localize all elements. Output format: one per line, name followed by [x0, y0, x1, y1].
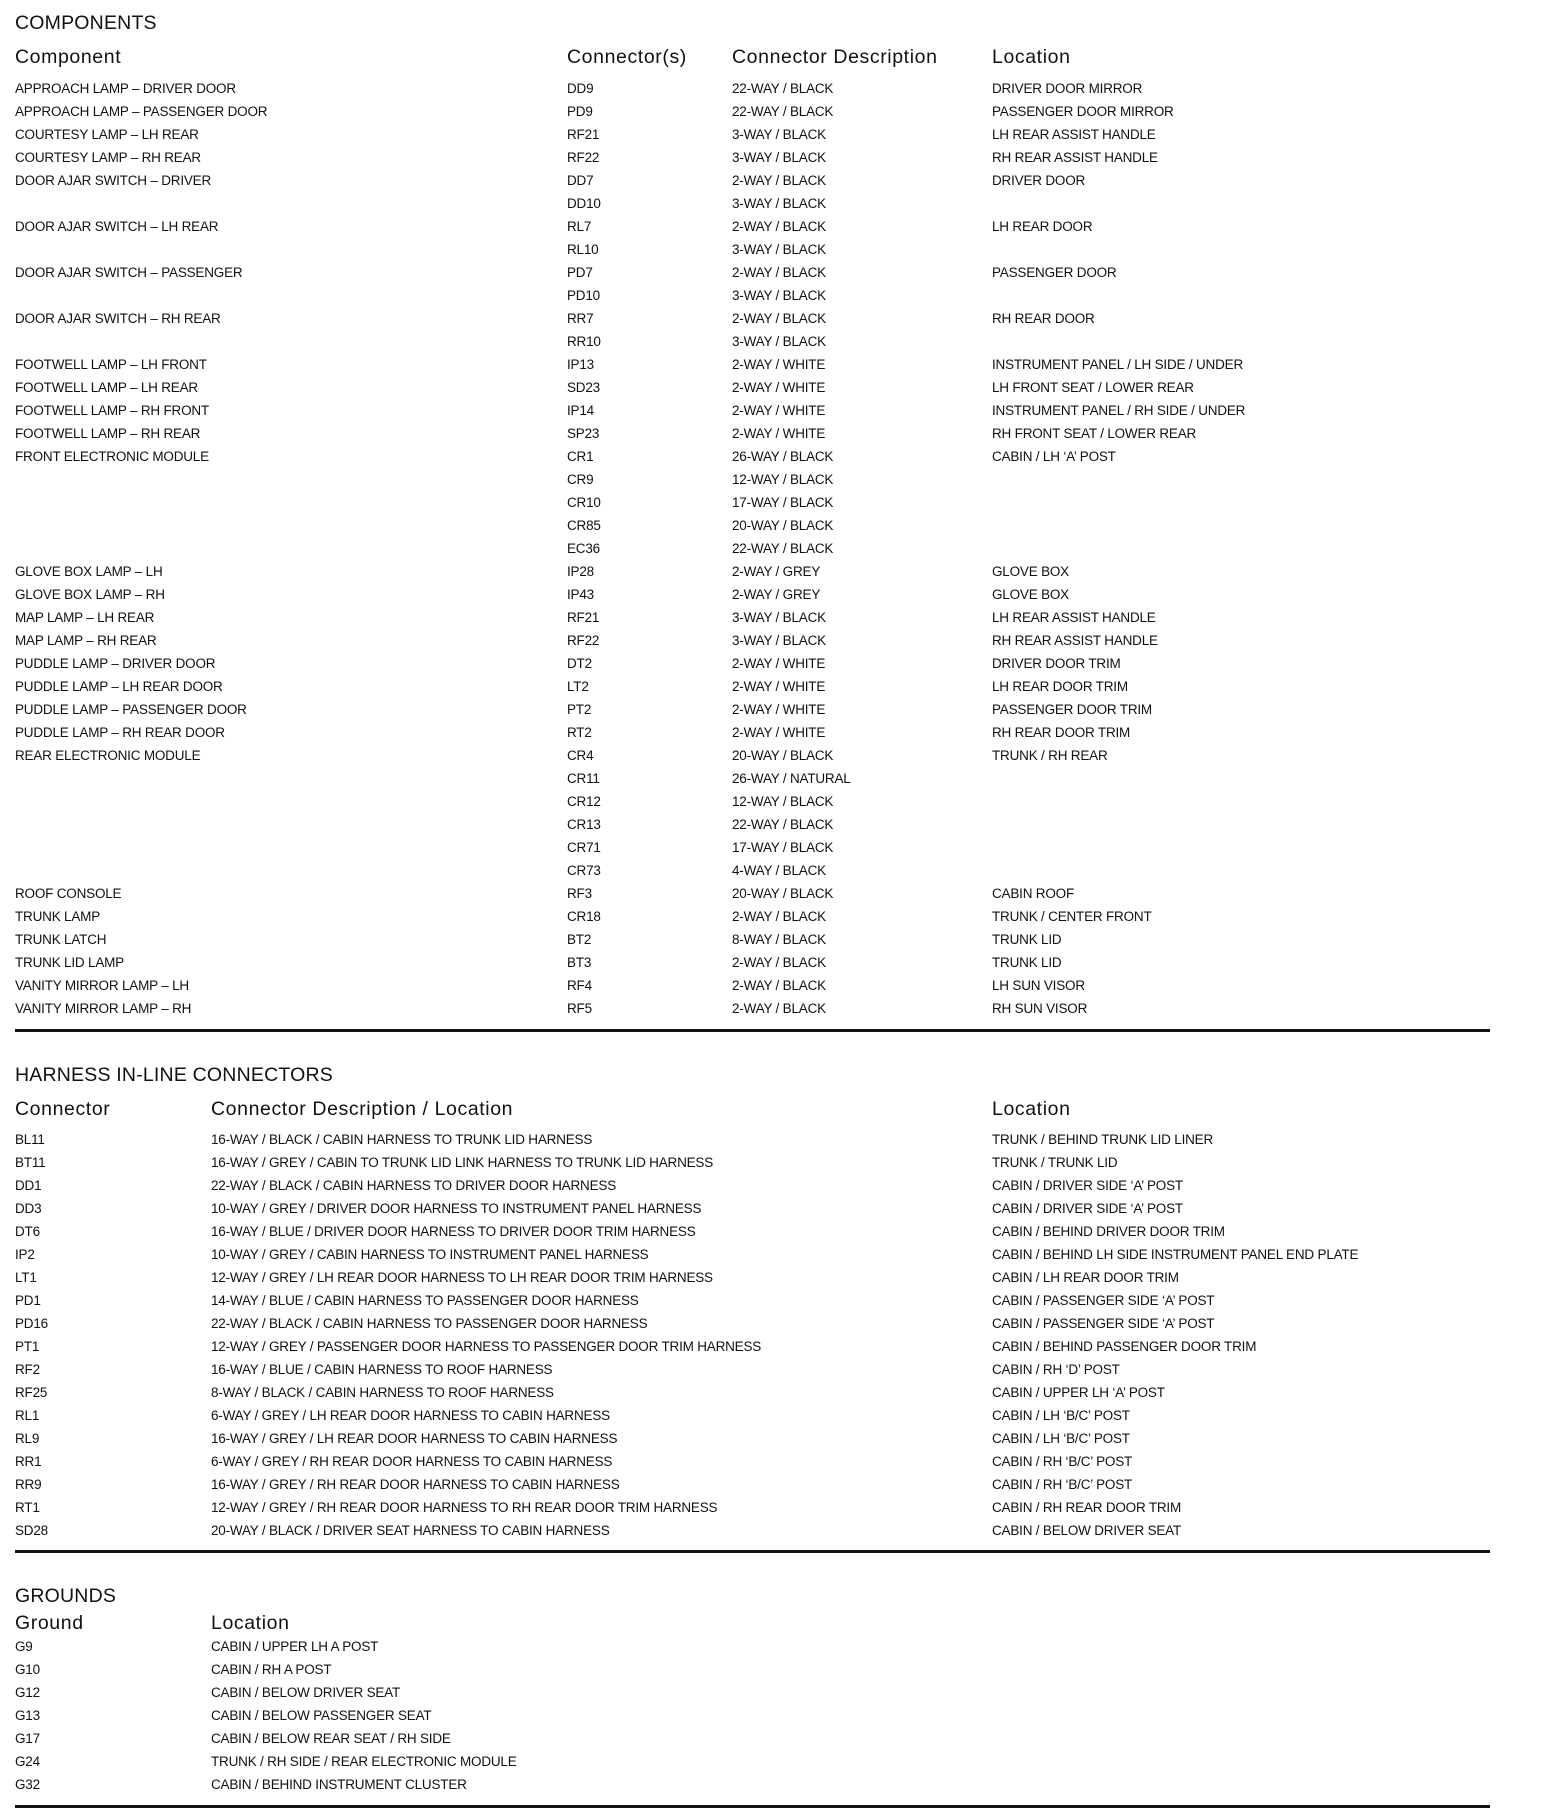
connector-cell: CR9: [567, 472, 594, 487]
table-row: [15, 123, 1490, 146]
header-connector: Connector: [15, 1098, 111, 1120]
table-row: [15, 1289, 1490, 1312]
component-cell: MAP LAMP – LH REAR: [15, 610, 155, 625]
components-section: [15, 8, 1490, 1034]
component-cell: APPROACH LAMP – DRIVER DOOR: [15, 81, 236, 96]
table-row: [15, 1427, 1490, 1450]
table-row: [15, 307, 1490, 330]
component-cell: GLOVE BOX LAMP – RH: [15, 587, 165, 602]
location-cell: RH FRONT SEAT / LOWER REAR: [992, 426, 1197, 441]
table-row: [15, 238, 1490, 261]
connector-description-cell: 2-WAY / WHITE: [732, 656, 826, 671]
connector-cell: RF21: [567, 127, 600, 142]
location-cell: CABIN / LH ‘A’ POST: [992, 449, 1116, 464]
table-row: [15, 675, 1490, 698]
grounds-section: [15, 1583, 1490, 1813]
connector-cell: BL11: [15, 1132, 45, 1147]
connector-description-cell: 12-WAY / GREY / PASSENGER DOOR HARNESS TO PASSENGER DOOR TRIM HARNESS: [211, 1339, 762, 1354]
connector-description-cell: 6-WAY / GREY / RH REAR DOOR HARNESS TO CABIN HARNESS: [211, 1454, 613, 1469]
component-cell: APPROACH LAMP – PASSENGER DOOR: [15, 104, 268, 119]
connector-description-cell: 2-WAY / BLACK: [732, 955, 826, 970]
table-row: [15, 1496, 1490, 1519]
connector-cell: DD1: [15, 1178, 42, 1193]
connector-description-cell: 17-WAY / BLACK: [732, 495, 834, 510]
connector-cell: PD1: [15, 1293, 41, 1308]
header-ground: Ground: [15, 1612, 84, 1634]
component-cell: DOOR AJAR SWITCH – LH REAR: [15, 219, 219, 234]
table-row: [15, 1635, 1490, 1658]
connector-cell: RF5: [567, 1001, 592, 1016]
connector-cell: RR10: [567, 334, 601, 349]
component-cell: TRUNK LAMP: [15, 909, 101, 924]
table-row: [15, 537, 1490, 560]
component-cell: VANITY MIRROR LAMP – RH: [15, 1001, 192, 1016]
connector-description-cell: 2-WAY / BLACK: [732, 311, 826, 326]
location-cell: PASSENGER DOOR MIRROR: [992, 104, 1174, 119]
ground-cell: G24: [15, 1754, 40, 1769]
location-cell: CABIN / LH ‘B/C’ POST: [992, 1408, 1130, 1423]
table-row: [15, 399, 1490, 422]
component-cell: PUDDLE LAMP – LH REAR DOOR: [15, 679, 223, 694]
connector-cell: IP13: [567, 357, 594, 372]
table-row: [15, 1658, 1490, 1681]
table-row: [15, 330, 1490, 353]
table-row: [15, 629, 1490, 652]
table-row: [15, 376, 1490, 399]
connector-description-cell: 2-WAY / BLACK: [732, 1001, 826, 1016]
components-table: [15, 77, 1490, 1020]
location-cell: CABIN / UPPER LH ‘A’ POST: [992, 1385, 1165, 1400]
connector-description-cell: 22-WAY / BLACK: [732, 104, 834, 119]
location-cell: DRIVER DOOR: [992, 173, 1086, 188]
location-cell: CABIN / BELOW DRIVER SEAT: [211, 1685, 401, 1700]
connector-description-cell: 20-WAY / BLACK / DRIVER SEAT HARNESS TO CABIN HARNESS: [211, 1523, 610, 1538]
connector-cell: LT2: [567, 679, 589, 694]
component-cell: DOOR AJAR SWITCH – DRIVER: [15, 173, 212, 188]
harness-table: [15, 1128, 1490, 1542]
connector-cell: RF25: [15, 1385, 48, 1400]
ground-cell: G13: [15, 1708, 40, 1723]
location-cell: CABIN / RH ‘B/C’ POST: [992, 1477, 1133, 1492]
location-cell: TRUNK / TRUNK LID: [992, 1155, 1118, 1170]
table-row: [15, 905, 1490, 928]
location-cell: CABIN / BEHIND LH SIDE INSTRUMENT PANEL END PLATE: [992, 1247, 1359, 1262]
table-row: [15, 353, 1490, 376]
connector-description-cell: 3-WAY / BLACK: [732, 334, 826, 349]
header-connector-description: Connector Description: [732, 46, 938, 68]
connector-description-cell: 20-WAY / BLACK: [732, 748, 834, 763]
location-cell: RH REAR ASSIST HANDLE: [992, 633, 1158, 648]
table-row: [15, 1312, 1490, 1335]
table-row: [15, 1704, 1490, 1727]
table-row: [15, 1727, 1490, 1750]
connector-cell: EC36: [567, 541, 600, 556]
table-row: [15, 1404, 1490, 1427]
location-cell: TRUNK LID: [992, 932, 1062, 947]
connector-cell: RF3: [567, 886, 592, 901]
table-row: [15, 652, 1490, 675]
component-cell: TRUNK LATCH: [15, 932, 107, 947]
connector-cell: PD10: [567, 288, 600, 303]
section-divider: [15, 1029, 1490, 1032]
table-row: [15, 1243, 1490, 1266]
component-cell: FOOTWELL LAMP – LH REAR: [15, 380, 198, 395]
connector-cell: RL9: [15, 1431, 40, 1446]
connector-description-cell: 22-WAY / BLACK: [732, 81, 834, 96]
grounds-title: GROUNDS: [15, 1585, 117, 1607]
table-row: [15, 606, 1490, 629]
components-title: COMPONENTS: [15, 12, 157, 34]
location-cell: INSTRUMENT PANEL / LH SIDE / UNDER: [992, 357, 1243, 372]
table-row: [15, 1128, 1490, 1151]
connector-cell: LT1: [15, 1270, 37, 1285]
component-cell: MAP LAMP – RH REAR: [15, 633, 157, 648]
connector-description-cell: 2-WAY / BLACK: [732, 978, 826, 993]
connector-description-cell: 10-WAY / GREY / CABIN HARNESS TO INSTRUMENT PANEL HARNESS: [211, 1247, 649, 1262]
connector-description-cell: 2-WAY / BLACK: [732, 265, 826, 280]
component-cell: DOOR AJAR SWITCH – PASSENGER: [15, 265, 243, 280]
connector-description-cell: 16-WAY / GREY / CABIN TO TRUNK LID LINK HARNESS TO TRUNK LID HARNESS: [211, 1155, 714, 1170]
connector-description-cell: 3-WAY / BLACK: [732, 633, 826, 648]
section-divider: [15, 1805, 1490, 1808]
table-row: [15, 767, 1490, 790]
location-cell: LH REAR DOOR TRIM: [992, 679, 1128, 694]
table-row: [15, 77, 1490, 100]
connector-description-cell: 3-WAY / BLACK: [732, 196, 826, 211]
table-row: [15, 169, 1490, 192]
connector-cell: RF21: [567, 610, 600, 625]
connector-description-cell: 16-WAY / GREY / LH REAR DOOR HARNESS TO CABIN HARNESS: [211, 1431, 618, 1446]
table-row: [15, 583, 1490, 606]
harness-section: [15, 1062, 1490, 1562]
connector-description-cell: 22-WAY / BLACK / CABIN HARNESS TO DRIVER DOOR HARNESS: [211, 1178, 616, 1193]
location-cell: CABIN / PASSENGER SIDE ‘A’ POST: [992, 1316, 1215, 1331]
connector-description-cell: 10-WAY / GREY / DRIVER DOOR HARNESS TO INSTRUMENT PANEL HARNESS: [211, 1201, 702, 1216]
connector-cell: RT2: [567, 725, 592, 740]
table-row: [15, 1681, 1490, 1704]
location-cell: GLOVE BOX: [992, 587, 1069, 602]
connector-description-cell: 16-WAY / BLUE / CABIN HARNESS TO ROOF HARNESS: [211, 1362, 553, 1377]
location-cell: DRIVER DOOR TRIM: [992, 656, 1121, 671]
location-cell: CABIN / BELOW DRIVER SEAT: [992, 1523, 1182, 1538]
table-row: [15, 1358, 1490, 1381]
connector-cell: CR71: [567, 840, 601, 855]
connector-cell: CR13: [567, 817, 601, 832]
table-row: [15, 974, 1490, 997]
component-cell: VANITY MIRROR LAMP – LH: [15, 978, 189, 993]
connector-description-cell: 12-WAY / GREY / LH REAR DOOR HARNESS TO LH REAR DOOR TRIM HARNESS: [211, 1270, 713, 1285]
location-cell: TRUNK / CENTER FRONT: [992, 909, 1152, 924]
connector-cell: BT11: [15, 1155, 46, 1170]
connector-description-cell: 3-WAY / BLACK: [732, 242, 826, 257]
component-cell: DOOR AJAR SWITCH – RH REAR: [15, 311, 221, 326]
location-cell: CABIN / BEHIND INSTRUMENT CLUSTER: [211, 1777, 467, 1792]
location-cell: RH SUN VISOR: [992, 1001, 1088, 1016]
header-location: Location: [992, 1098, 1071, 1120]
table-row: [15, 1174, 1490, 1197]
location-cell: LH REAR DOOR: [992, 219, 1093, 234]
connector-description-cell: 2-WAY / BLACK: [732, 219, 826, 234]
connector-cell: RR9: [15, 1477, 42, 1492]
location-cell: TRUNK / RH SIDE / REAR ELECTRONIC MODULE: [211, 1754, 517, 1769]
location-cell: CABIN / RH ‘B/C’ POST: [992, 1454, 1133, 1469]
table-row: [15, 422, 1490, 445]
connector-description-cell: 3-WAY / BLACK: [732, 610, 826, 625]
connector-description-cell: 16-WAY / BLACK / CABIN HARNESS TO TRUNK LID HARNESS: [211, 1132, 593, 1147]
component-cell: ROOF CONSOLE: [15, 886, 122, 901]
table-row: [15, 698, 1490, 721]
component-cell: REAR ELECTRONIC MODULE: [15, 748, 201, 763]
location-cell: LH REAR ASSIST HANDLE: [992, 610, 1156, 625]
connector-description-cell: 4-WAY / BLACK: [732, 863, 826, 878]
component-cell: GLOVE BOX LAMP – LH: [15, 564, 163, 579]
location-cell: CABIN / BELOW REAR SEAT / RH SIDE: [211, 1731, 451, 1746]
connector-description-cell: 2-WAY / WHITE: [732, 679, 826, 694]
component-cell: FOOTWELL LAMP – RH REAR: [15, 426, 201, 441]
table-row: [15, 1335, 1490, 1358]
connector-cell: BT2: [567, 932, 592, 947]
table-row: [15, 1773, 1490, 1796]
connector-description-cell: 2-WAY / GREY: [732, 587, 821, 602]
connector-description-cell: 14-WAY / BLUE / CABIN HARNESS TO PASSENGER DOOR HARNESS: [211, 1293, 639, 1308]
connector-cell: CR4: [567, 748, 594, 763]
connector-cell: DD7: [567, 173, 594, 188]
connector-description-cell: 2-WAY / WHITE: [732, 357, 826, 372]
table-row: [15, 744, 1490, 767]
ground-cell: G12: [15, 1685, 40, 1700]
component-cell: FOOTWELL LAMP – LH FRONT: [15, 357, 207, 372]
table-row: [15, 1450, 1490, 1473]
component-cell: PUDDLE LAMP – DRIVER DOOR: [15, 656, 216, 671]
component-cell: COURTESY LAMP – RH REAR: [15, 150, 201, 165]
location-cell: RH REAR DOOR TRIM: [992, 725, 1131, 740]
location-cell: CABIN / RH REAR DOOR TRIM: [992, 1500, 1182, 1515]
header-component: Component: [15, 46, 122, 68]
table-row: [15, 790, 1490, 813]
component-cell: PUDDLE LAMP – RH REAR DOOR: [15, 725, 225, 740]
connector-description-cell: 2-WAY / BLACK: [732, 909, 826, 924]
connector-cell: PT1: [15, 1339, 40, 1354]
table-row: [15, 1381, 1490, 1404]
table-row: [15, 859, 1490, 882]
connector-description-cell: 12-WAY / BLACK: [732, 794, 834, 809]
connector-cell: DD9: [567, 81, 594, 96]
connector-cell: DD3: [15, 1201, 42, 1216]
ground-cell: G17: [15, 1731, 40, 1746]
connector-cell: RR7: [567, 311, 594, 326]
connector-cell: RF22: [567, 633, 600, 648]
section-divider: [15, 1550, 1490, 1553]
table-row: [15, 146, 1490, 169]
connector-description-cell: 22-WAY / BLACK / CABIN HARNESS TO PASSENGER DOOR HARNESS: [211, 1316, 648, 1331]
connector-cell: PD16: [15, 1316, 48, 1331]
connector-cell: RL10: [567, 242, 599, 257]
location-cell: CABIN / LH ‘B/C’ POST: [992, 1431, 1130, 1446]
connector-description-cell: 2-WAY / GREY: [732, 564, 821, 579]
location-cell: LH FRONT SEAT / LOWER REAR: [992, 380, 1194, 395]
connector-description-cell: 26-WAY / NATURAL: [732, 771, 851, 786]
table-row: [15, 468, 1490, 491]
connector-description-cell: 2-WAY / WHITE: [732, 702, 826, 717]
connector-description-cell: 2-WAY / WHITE: [732, 380, 826, 395]
location-cell: CABIN ROOF: [992, 886, 1075, 901]
header-connector-description-location: Connector Description / Location: [211, 1098, 514, 1120]
table-row: [15, 997, 1490, 1020]
table-row: [15, 215, 1490, 238]
connector-cell: RF2: [15, 1362, 40, 1377]
component-cell: COURTESY LAMP – LH REAR: [15, 127, 199, 142]
header-connectors: Connector(s): [567, 46, 687, 68]
location-cell: INSTRUMENT PANEL / RH SIDE / UNDER: [992, 403, 1246, 418]
connector-description-cell: 8-WAY / BLACK / CABIN HARNESS TO ROOF HARNESS: [211, 1385, 554, 1400]
table-row: [15, 1197, 1490, 1220]
table-row: [15, 1750, 1490, 1773]
component-cell: FOOTWELL LAMP – RH FRONT: [15, 403, 209, 418]
connector-description-cell: 8-WAY / BLACK: [732, 932, 826, 947]
connector-cell: RF4: [567, 978, 592, 993]
connector-cell: IP14: [567, 403, 594, 418]
table-row: [15, 882, 1490, 905]
connector-cell: CR18: [567, 909, 601, 924]
connector-cell: CR12: [567, 794, 601, 809]
component-cell: FRONT ELECTRONIC MODULE: [15, 449, 209, 464]
connector-description-cell: 2-WAY / WHITE: [732, 426, 826, 441]
connector-description-cell: 2-WAY / WHITE: [732, 403, 826, 418]
header-location: Location: [992, 46, 1071, 68]
connector-description-cell: 2-WAY / WHITE: [732, 725, 826, 740]
location-cell: TRUNK LID: [992, 955, 1062, 970]
connector-cell: PD9: [567, 104, 593, 119]
connector-description-cell: 16-WAY / BLUE / DRIVER DOOR HARNESS TO DRIVER DOOR TRIM HARNESS: [211, 1224, 696, 1239]
location-cell: LH SUN VISOR: [992, 978, 1085, 993]
connector-cell: CR10: [567, 495, 601, 510]
connector-description-cell: 20-WAY / BLACK: [732, 518, 834, 533]
ground-cell: G9: [15, 1639, 33, 1654]
connector-cell: PD7: [567, 265, 593, 280]
location-cell: PASSENGER DOOR: [992, 265, 1117, 280]
table-row: [15, 284, 1490, 307]
table-row: [15, 192, 1490, 215]
table-row: [15, 445, 1490, 468]
connector-cell: CR85: [567, 518, 601, 533]
connector-cell: DT6: [15, 1224, 40, 1239]
component-cell: PUDDLE LAMP – PASSENGER DOOR: [15, 702, 247, 717]
connector-description-cell: 3-WAY / BLACK: [732, 288, 826, 303]
location-cell: CABIN / LH REAR DOOR TRIM: [992, 1270, 1179, 1285]
table-row: [15, 1519, 1490, 1542]
location-cell: CABIN / BEHIND PASSENGER DOOR TRIM: [992, 1339, 1257, 1354]
connector-cell: CR73: [567, 863, 601, 878]
connector-description-cell: 3-WAY / BLACK: [732, 150, 826, 165]
connector-cell: IP28: [567, 564, 594, 579]
location-cell: CABIN / DRIVER SIDE ‘A’ POST: [992, 1201, 1183, 1216]
harness-title: HARNESS IN-LINE CONNECTORS: [15, 1064, 333, 1086]
location-cell: CABIN / RH ‘D’ POST: [992, 1362, 1120, 1377]
location-cell: CABIN / DRIVER SIDE ‘A’ POST: [992, 1178, 1183, 1193]
connector-description-cell: 20-WAY / BLACK: [732, 886, 834, 901]
connector-description-cell: 2-WAY / BLACK: [732, 173, 826, 188]
connector-cell: RL7: [567, 219, 592, 234]
connector-description-cell: 26-WAY / BLACK: [732, 449, 834, 464]
table-row: [15, 100, 1490, 123]
connector-cell: SD23: [567, 380, 600, 395]
location-cell: RH REAR DOOR: [992, 311, 1095, 326]
table-row: [15, 928, 1490, 951]
table-row: [15, 951, 1490, 974]
location-cell: CABIN / RH A POST: [211, 1662, 332, 1677]
table-row: [15, 1266, 1490, 1289]
table-row: [15, 1473, 1490, 1496]
connector-cell: BT3: [567, 955, 592, 970]
connector-description-cell: 12-WAY / GREY / RH REAR DOOR HARNESS TO RH REAR DOOR TRIM HARNESS: [211, 1500, 718, 1515]
table-row: [15, 491, 1490, 514]
location-cell: CABIN / UPPER LH A POST: [211, 1639, 379, 1654]
location-cell: CABIN / PASSENGER SIDE ‘A’ POST: [992, 1293, 1215, 1308]
ground-cell: G10: [15, 1662, 40, 1677]
connector-cell: RT1: [15, 1500, 40, 1515]
connector-cell: IP43: [567, 587, 594, 602]
table-row: [15, 1220, 1490, 1243]
connector-cell: IP2: [15, 1247, 35, 1262]
location-cell: TRUNK / BEHIND TRUNK LID LINER: [992, 1132, 1214, 1147]
location-cell: TRUNK / RH REAR: [992, 748, 1108, 763]
ground-cell: G32: [15, 1777, 40, 1792]
connector-description-cell: 12-WAY / BLACK: [732, 472, 834, 487]
connector-cell: SD28: [15, 1523, 48, 1538]
connector-description-cell: 22-WAY / BLACK: [732, 817, 834, 832]
location-cell: CABIN / BELOW PASSENGER SEAT: [211, 1708, 432, 1723]
header-location: Location: [211, 1612, 290, 1634]
connector-cell: DD10: [567, 196, 601, 211]
location-cell: CABIN / BEHIND DRIVER DOOR TRIM: [992, 1224, 1225, 1239]
grounds-table: [15, 1635, 1490, 1796]
table-row: [15, 813, 1490, 836]
connector-cell: DT2: [567, 656, 592, 671]
connector-description-cell: 22-WAY / BLACK: [732, 541, 834, 556]
connector-description-cell: 6-WAY / GREY / LH REAR DOOR HARNESS TO CABIN HARNESS: [211, 1408, 610, 1423]
location-cell: GLOVE BOX: [992, 564, 1069, 579]
table-row: [15, 836, 1490, 859]
connector-cell: RF22: [567, 150, 600, 165]
connector-description-cell: 17-WAY / BLACK: [732, 840, 834, 855]
connector-cell: RL1: [15, 1408, 40, 1423]
table-row: [15, 721, 1490, 744]
location-cell: DRIVER DOOR MIRROR: [992, 81, 1143, 96]
connector-cell: CR1: [567, 449, 594, 464]
connector-cell: CR11: [567, 771, 600, 786]
connector-description-cell: 3-WAY / BLACK: [732, 127, 826, 142]
location-cell: RH REAR ASSIST HANDLE: [992, 150, 1158, 165]
connector-cell: PT2: [567, 702, 592, 717]
component-cell: TRUNK LID LAMP: [15, 955, 124, 970]
table-row: [15, 560, 1490, 583]
table-row: [15, 1151, 1490, 1174]
table-row: [15, 514, 1490, 537]
connector-cell: SP23: [567, 426, 600, 441]
location-cell: PASSENGER DOOR TRIM: [992, 702, 1152, 717]
connector-cell: RR1: [15, 1454, 42, 1469]
table-row: [15, 261, 1490, 284]
location-cell: LH REAR ASSIST HANDLE: [992, 127, 1156, 142]
connector-description-cell: 16-WAY / GREY / RH REAR DOOR HARNESS TO CABIN HARNESS: [211, 1477, 620, 1492]
